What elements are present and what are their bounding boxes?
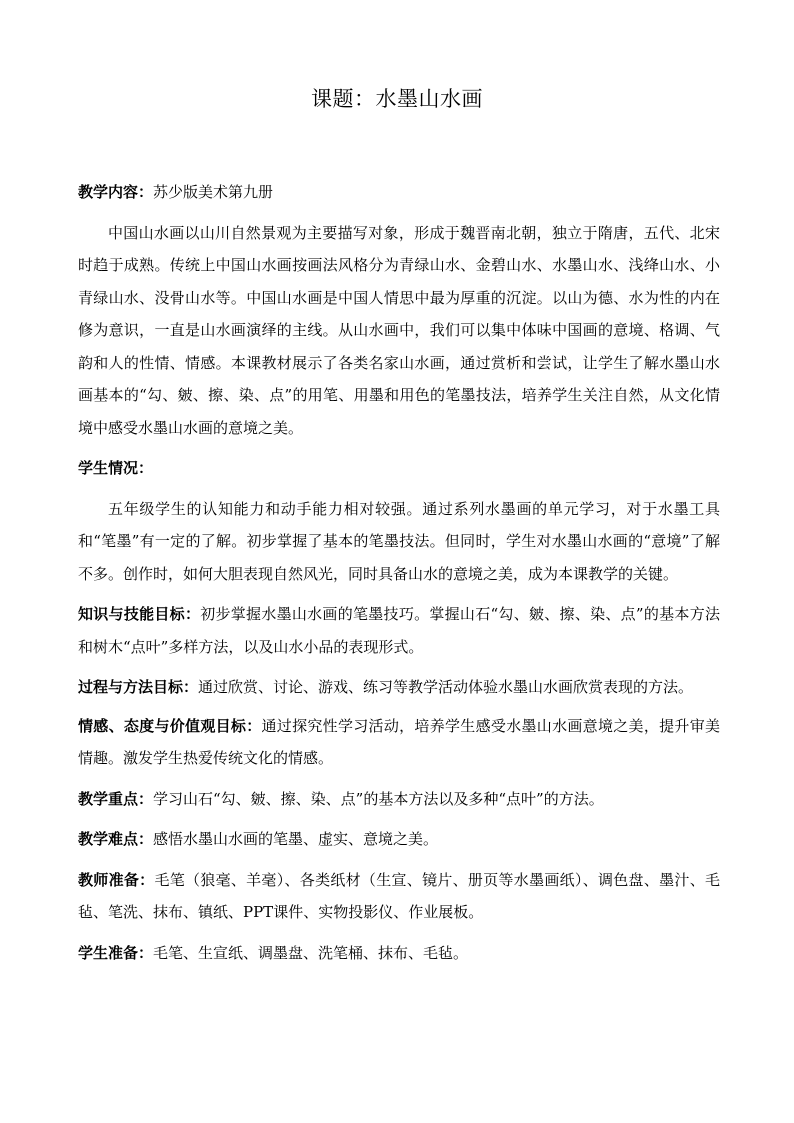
- section-text: 苏少版美术第九册: [153, 183, 274, 201]
- section-label: 教师准备：: [78, 870, 155, 889]
- section-label: 过程与方法目标：: [78, 678, 199, 696]
- section-label: 知识与技能目标：: [78, 605, 201, 623]
- section-process-goal: [78, 671, 720, 704]
- section-text: 学习山石“勾、皴、擦、染、点”的基本方法以及多种“点叶”的方法。: [153, 789, 604, 808]
- section-difficulty: [78, 823, 720, 856]
- section-text: 感悟水墨山水画的笔墨、虚实、意境之美。: [153, 830, 439, 848]
- section-teaching-content: [78, 176, 720, 209]
- section-label: 教学难点：: [78, 830, 154, 848]
- section-label: 学生准备：: [78, 943, 154, 962]
- section-text: 中国山水画以山川自然景观为主要描写对象，形成于魏晋南北朝，独立于隋唐，五代、北宋时趋于成熟。传统上中国山水画按画法风格分为青绿山水、金碧山水、水墨山水、浅绛山水、小青绿山水、没骨山水等。中国山水画是中国人情思中最为厚重的沉淀。以山为德、水为性的内在修为意识，一直是山水画演绎的主线。从山水画中，我们可以集中体味中国画的意境、格调、气韵和人的性情、情感。本课教材展示了各类名家山水画，通过赏析和尝试，让学生了解水墨山水画基本的“勾、皴、擦、染、点”的用笔、用墨和用色的笔墨技法，培养学生关注自然，从文化情境中感受水墨山水画的意境之美。: [78, 223, 720, 437]
- section-label: 教学内容：: [78, 183, 154, 201]
- section-emotion-goal: [78, 710, 720, 775]
- section-text: 初步掌握水墨山水画的笔墨技巧。掌握山石“勾、皴、擦、染、点”的基本方法和树木“点叶”多样方法，以及山水小品的表现形式。: [78, 605, 720, 656]
- section-text: 毛笔（狼毫、羊毫）、各类纸材（生宣、镜片、册页等水墨画纸）、调色盘、墨汁、毛毡、笔洗、抹布、镇纸、PPT课件、实物投影仪、作业展板。: [78, 870, 720, 921]
- section-label: 情感、态度与价值观目标：: [78, 716, 262, 735]
- section-label: 教学重点：: [78, 789, 154, 808]
- page-title: 课题：水墨山水画: [311, 87, 483, 111]
- section-text: 通过探究性学习活动，培养学生感受水墨山水画意境之美，提升审美情趣。激发学生热爱传统文化的情感。: [78, 716, 720, 767]
- section-text: 五年级学生的认知能力和动手能力相对较强。通过系列水墨画的单元学习，对于水墨工具和“笔墨”有一定的了解。初步掌握了基本的笔墨技法。但同时，学生对水墨山水画的“意境”了解不多。创作时，如何大胆表现自然风光，同时具备山水的意境之美，成为本课教学的关键。: [78, 499, 720, 583]
- section-student-description: [78, 493, 720, 591]
- section-teacher-prep: [78, 864, 720, 929]
- section-text: 通过欣赏、讨论、游戏、练习等教学活动体验水墨山水画欣赏表现的方法。: [198, 678, 694, 696]
- section-text: 毛笔、生宣纸、调墨盘、洗笔桶、抹布、毛毡。: [153, 943, 469, 962]
- section-key-point: [78, 783, 720, 816]
- section-student-prep: [78, 937, 720, 970]
- section-knowledge-goal: [78, 598, 720, 663]
- section-content-description: [78, 217, 720, 445]
- document-body: [78, 176, 720, 977]
- section-student-situation: [78, 452, 720, 485]
- section-label: 学生情况：: [78, 459, 154, 477]
